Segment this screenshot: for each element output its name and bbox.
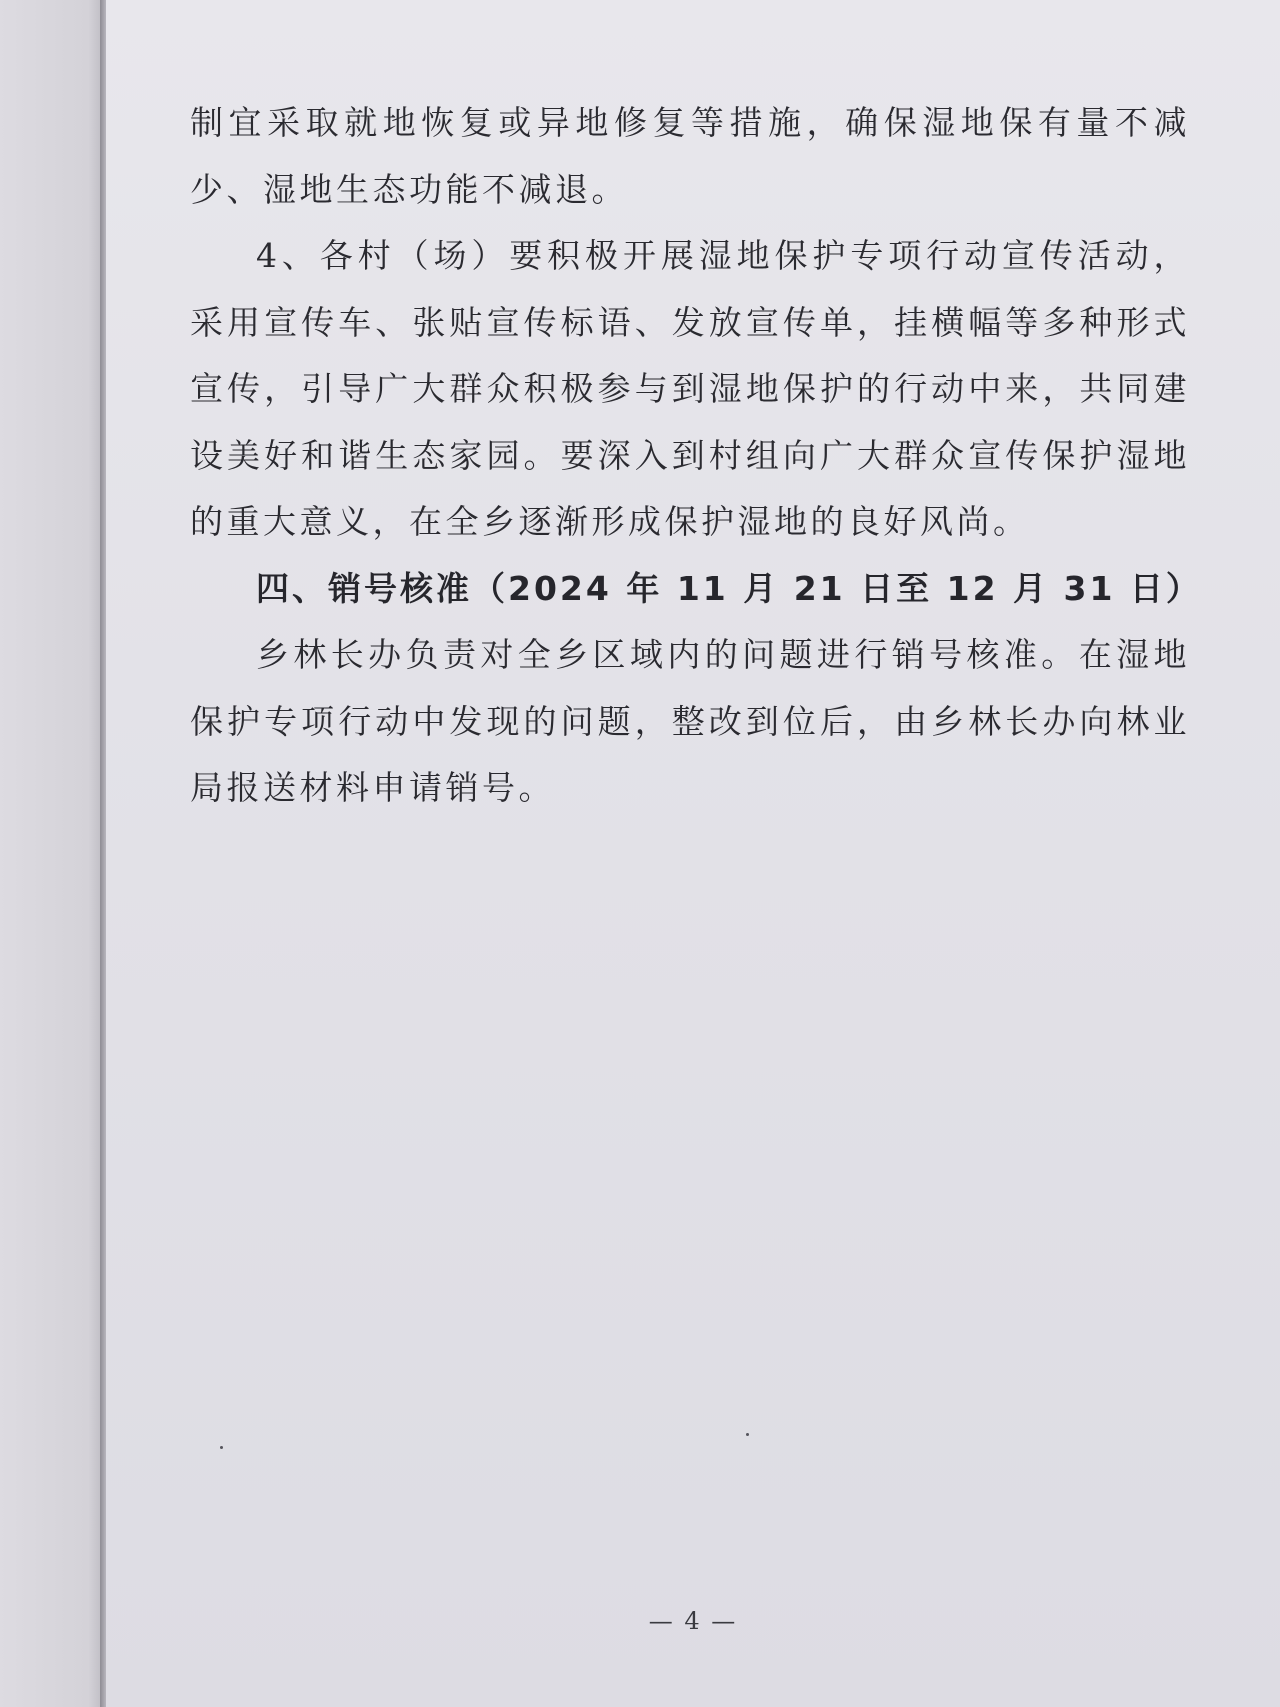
document-page <box>106 0 1280 1707</box>
section-heading: 四、销号核准（2024 年 11 月 21 日至 12 月 31 日） <box>256 568 1202 608</box>
body-text <box>190 90 1202 822</box>
page-number: — 4 — <box>648 1607 738 1635</box>
left-facing-page <box>0 0 104 1707</box>
paragraph-item-4: 4、各村（场）要积极开展湿地保护专项行动宣传活动，采用宣传车、张贴宣传标语、发放宣传单，挂横幅等多种形式宣传，引导广大群众积极参与到湿地保护的行动中来，共同建设美好和谐生态家园。要深入到村组向广大群众宣传保护湿地的重大意义，在全乡逐渐形成保护湿地的良好风尚。 <box>190 236 1190 541</box>
paper-speck <box>220 1446 223 1449</box>
section-paragraph: 乡林长办负责对全乡区域内的问题进行销号核准。在湿地保护专项行动中发现的问题，整改到位后，由乡林长办向林业局报送材料申请销号。 <box>190 635 1190 807</box>
paper-speck <box>746 1433 749 1436</box>
paragraph-continuation: 制宜采取就地恢复或异地修复等措施，确保湿地保有量不减少、湿地生态功能不减退。 <box>190 103 1190 209</box>
